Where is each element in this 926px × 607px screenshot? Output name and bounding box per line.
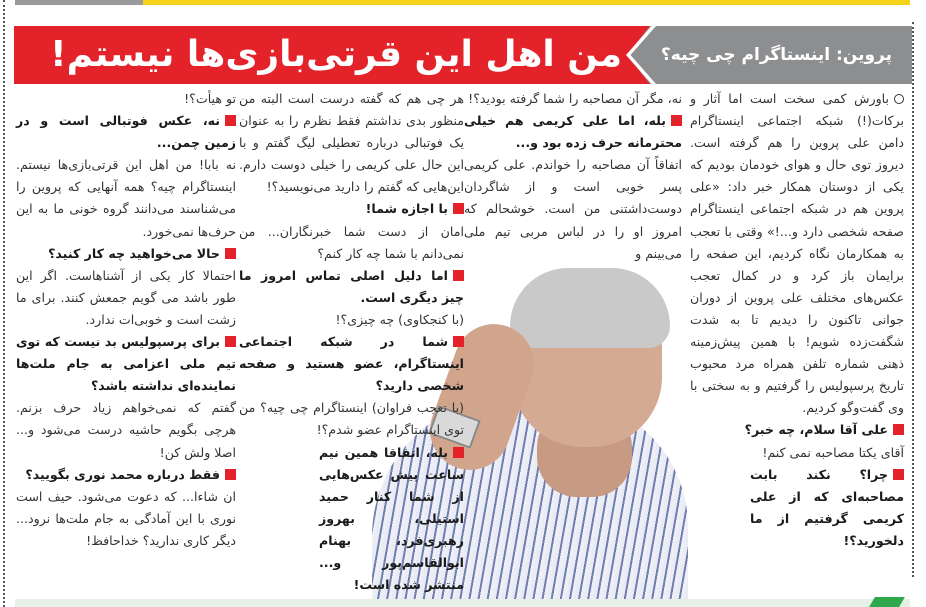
- headline-banner: [14, 26, 912, 84]
- question: [690, 464, 904, 552]
- red-square-bullet-icon: [225, 469, 236, 480]
- red-square-bullet-icon: [893, 469, 904, 480]
- question-text: نه، عکس فوتبالی است و در زمین چمن...: [16, 113, 236, 151]
- bottom-strip: [15, 599, 910, 607]
- question: [16, 464, 236, 486]
- article-column-3: [239, 88, 464, 596]
- red-square-bullet-icon: [893, 424, 904, 435]
- answer: تو هیأت؟!: [184, 91, 236, 106]
- answer: نه بابا! من اهل این قرتی‌بازی‌ها نیستم. اینستاگرام چیه؟ همه آنهایی که پروین را می‌شناسند می‌دانند گروه خونی ما به این حرف‌ها نمی‌خورد.: [16, 157, 236, 239]
- question: [239, 331, 464, 397]
- red-square-bullet-icon: [225, 115, 236, 126]
- question: [239, 442, 464, 597]
- headline-title: من اهل این قرتی‌بازی‌ها نیستم!: [50, 34, 622, 75]
- question-text: با اجازه شما!: [365, 201, 448, 217]
- lead-paragraph: [690, 88, 904, 419]
- red-square-bullet-icon: [453, 270, 464, 281]
- red-square-bullet-icon: [671, 115, 682, 126]
- answer: ان شاءا... که دعوت می‌شود. حیف است نوری با این آمادگی به جام ملت‌ها نرود... دیگر کاری ندارید؟ خداحافظ!: [16, 488, 236, 548]
- answer: آقای یکتا مصاحبه نمی کنم!: [762, 444, 904, 460]
- top-color-strip: [15, 0, 910, 5]
- top-strip-yellow: [143, 0, 910, 5]
- dotted-border-left: [3, 0, 5, 607]
- dotted-border-right: [912, 22, 914, 577]
- answer: احتمالا کار یکی از آشناهاست. اگر این طور باشد می گویم جمعش کنند. برای ما زشت است و خوبی‌ات ندارد.: [16, 267, 236, 327]
- question-text: اما دلیل اصلی تماس امروز ما چیز دیگری است.: [239, 267, 464, 305]
- question: [690, 419, 904, 441]
- question: [239, 265, 464, 309]
- red-square-bullet-icon: [225, 336, 236, 347]
- question: [464, 110, 682, 154]
- red-square-bullet-icon: [453, 203, 464, 214]
- question: [16, 243, 236, 265]
- answer: (با تعجب فراوان) اینستاگرام چی چیه؟ من توی اینستاگرام عضو شدم؟!: [239, 400, 464, 438]
- answer: گفتم که نمی‌خواهم زیاد حرف بزنم. هرچی بگویم حاشیه درست می‌شود و... اصلا ولش کن!: [16, 400, 236, 460]
- circle-bullet-icon: [894, 94, 904, 104]
- article-column-1: [690, 88, 904, 552]
- answer: امان از دست شما خبرنگاران... من نمی‌دانم با شما چه کار کنم؟: [239, 223, 464, 261]
- question-text: بله، اتفاقا همین نیم ساعت پیش عکس‌هایی از شما کنار حمید استیلی، بهروز رهبری‌فرد، بهنام ابوالقاسم‌پور و... منتشر شده است!: [319, 444, 464, 593]
- paragraph-text: باورش کمی سخت است اما آثار و برکات(!) شبکه اجتماعی اینستاگرام دامن علی پروین را هم گرفته است. دیروز توی حال و هوای خودمان بودیم که یکی از دوستان همکار خبر داد: «علی پروین هم در شبکه اجتماعی اینستاگرام صفحه شخصی دارد و...!» وقتی با تعجب به همکارمان نگاه کردیم، این صفحه را برایمان باز کرد و در کمال تعجب عکس‌های مختلف علی پروین از دوران جوانی تاکنون را دیدیم تا به شدت شگفت‌زده شویم! با همین پیش‌زمینه ذهنی شماره تلفن همراه مرد محبوب تاریخ پرسپولیس را گرفتیم و به سختی با وی گفت‌وگو کردیم.: [690, 91, 904, 416]
- article-column-4: [16, 88, 236, 552]
- question-text: حالا می‌خواهید چه کار کنید؟: [48, 245, 220, 261]
- question-text: چرا؟ نکند بابت مصاحبه‌ای که از علی کریمی گرفتیم از ما دلخورید؟!: [750, 466, 904, 548]
- red-square-bullet-icon: [453, 447, 464, 458]
- question-text: بله، اما علی کریمی هم خیلی محترمانه حرف زده بود و...: [464, 113, 682, 151]
- question: [16, 110, 236, 154]
- answer: هر چی هم که گفته درست است البته من منظور بدی نداشتم فقط نظرم را به عنوان یک فوتبالی درباره تعطیلی لیگ گفتم و با این حال علی کریمی را خیلی دوست دارم. این‌هایی که گفتم را دارید می‌نویسید؟!: [239, 91, 464, 195]
- photo-hair: [510, 268, 670, 348]
- question-text: شما در شبکه اجتماعی اینستاگرام، عضو هستید و صفحه شخصی دارید؟: [239, 334, 464, 394]
- answer: (با کنجکاوی) چه چیزی؟!: [335, 311, 464, 327]
- question: [16, 331, 236, 397]
- question-text: علی آقا سلام، چه خبر؟: [744, 422, 888, 438]
- answer: اتفاقاً آن مصاحبه را خواندم. علی کریمی پسر خوبی است و از شاگردان دوست‌داشتنی من است. خوشحالم که امروز او را در لباس مربی تیم ملی می‌بینم و: [464, 157, 682, 261]
- article-column-2: [464, 88, 682, 265]
- red-square-bullet-icon: [453, 336, 464, 347]
- headline-kicker: پروین: اینستاگرام چی چیه؟: [660, 45, 892, 65]
- question-text: برای پرسپولیس بد نیست که توی تیم ملی اعزامی به جام ملت‌ها نماینده‌ای نداشته باشد؟: [16, 334, 236, 394]
- question: [239, 198, 464, 220]
- red-square-bullet-icon: [225, 248, 236, 259]
- answer: نه، مگر آن مصاحبه را شما گرفته بودید؟!: [468, 91, 682, 106]
- top-strip-gray: [15, 0, 143, 5]
- question-text: فقط درباره محمد نوری بگویید؟: [25, 466, 220, 482]
- green-slash-icon: [869, 597, 905, 607]
